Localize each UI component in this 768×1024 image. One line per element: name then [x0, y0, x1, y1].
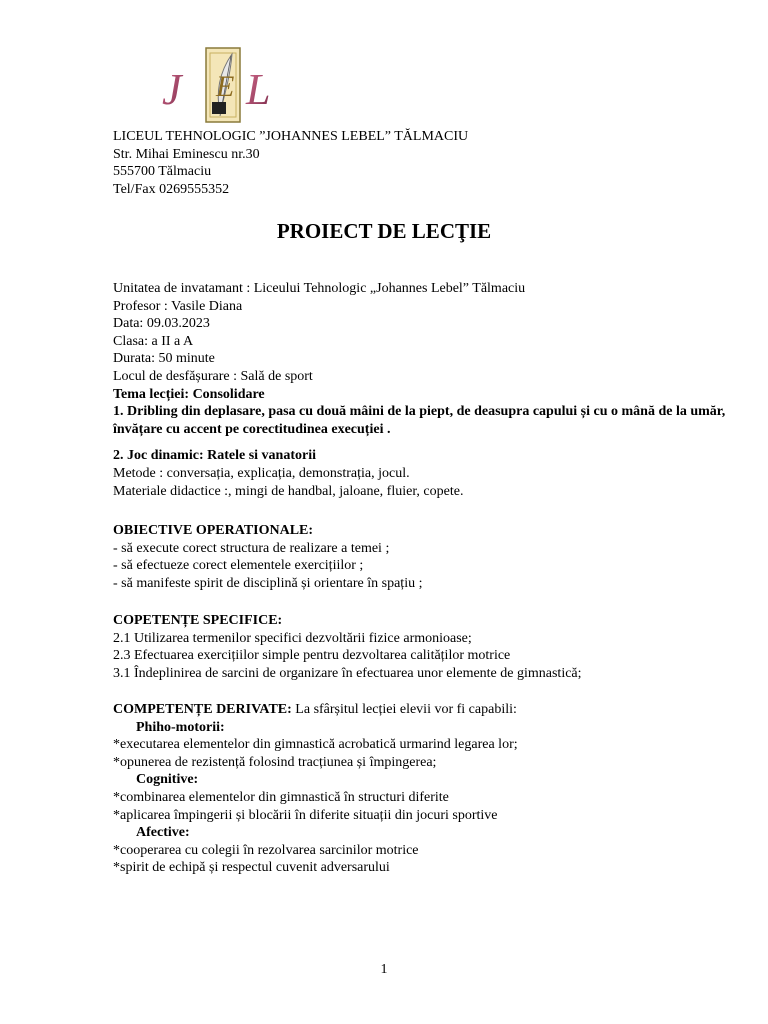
info-data: Data: 09.03.2023: [113, 316, 210, 332]
svg-text:L: L: [246, 65, 271, 114]
derived-item: *spirit de echipă și respectul cuvenit adversarului: [113, 860, 390, 876]
specific-competences-heading: COPETENȚE SPECIFICE:: [113, 613, 283, 628]
group-title-affective: Afective:: [136, 825, 190, 841]
svg-text:J: J: [162, 65, 182, 114]
info-tema: Tema lecției: Consolidare: [113, 386, 265, 402]
derived-item: *opunerea de rezistență folosind tracțiunea și împingerea;: [113, 754, 437, 770]
derived-item: *aplicarea împingerii și blocării în diferite situații din jocuri sportive: [113, 807, 498, 823]
group-title-psychomotor: Phiho-motorii:: [136, 719, 225, 735]
info-unitate: Unitatea de invatamant : Liceului Tehnologic „Johannes Lebel” Tălmaciu: [113, 281, 526, 296]
school-city: 555700 Tălmaciu: [113, 164, 212, 180]
competence-item: 2.3 Efectuarea exercițiilor simple pentru dezvoltarea calităților motrice: [113, 648, 511, 664]
objectives-heading: OBIECTIVE OPERATIONALE:: [113, 523, 314, 538]
info-metode: Metode : conversația, explicația, demonstrația, jocul.: [113, 465, 410, 481]
lesson-info: [113, 280, 728, 500]
school-header: [113, 128, 728, 198]
specific-competences-section: [113, 612, 728, 682]
info-clasa: Clasa: a II a A: [113, 333, 194, 349]
objective-item: - să execute corect structura de realizare a temei ;: [113, 540, 390, 556]
school-logo: [160, 44, 284, 126]
school-street: Str. Mihai Eminescu nr.30: [113, 146, 260, 162]
school-phone: Tel/Fax 0269555352: [113, 181, 230, 197]
objectives-section: [113, 522, 728, 592]
competence-item: 3.1 Îndeplinirea de sarcini de organizare în efectuarea unor elemente de gimnastică;: [113, 665, 582, 681]
info-tema-2: 2. Joc dinamic: Ratele si vanatorii: [113, 448, 316, 464]
derived-competences-line: [113, 701, 728, 719]
page-title: PROIECT DE LECŢIE: [276, 219, 492, 243]
info-materiale: Materiale didactice :, mingi de handbal, jaloane, fluier, copete.: [113, 483, 464, 499]
spacer: [113, 438, 728, 447]
info-tema-1: 1. Dribling din deplasare, pasa cu două mâini de la piept, de deasupra capului și cu o mână de la umăr, învățare cu accent pe corectitudinea execuției .: [113, 404, 726, 437]
info-profesor: Profesor : Vasile Diana: [113, 298, 243, 314]
info-loc: Locul de desfășurare : Sală de sport: [113, 368, 313, 384]
competence-item: 2.1 Utilizarea termenilor specifici dezvoltării fizice armonioase;: [113, 630, 472, 646]
derived-item: *combinarea elementelor din gimnastică în structuri diferite: [113, 789, 449, 805]
group-title-cognitive: Cognitive:: [136, 772, 199, 788]
svg-text:E: E: [216, 70, 235, 103]
derived-competences-section: [113, 701, 728, 877]
objective-item: - să manifeste spirit de disciplină și orientare în spațiu ;: [113, 575, 423, 591]
objective-item: - să efectueze corect elementele exercițiilor ;: [113, 558, 364, 574]
derived-competences-intro: La sfârșitul lecției elevii vor fi capabili:: [291, 702, 517, 717]
school-name: LICEUL TEHNOLOGIC ”JOHANNES LEBEL” TĂLMACIU: [113, 129, 469, 144]
derived-competences-heading: COMPETENȚE DERIVATE:: [113, 702, 292, 717]
page-number: 1: [380, 962, 388, 977]
derived-item: *cooperarea cu colegii în rezolvarea sarcinilor motrice: [113, 842, 419, 858]
derived-item: *executarea elementelor din gimnastică acrobatică urmarind legarea lor;: [113, 737, 518, 753]
info-durata: Durata: 50 minute: [113, 351, 215, 367]
feather-quill-logo: [160, 44, 284, 126]
